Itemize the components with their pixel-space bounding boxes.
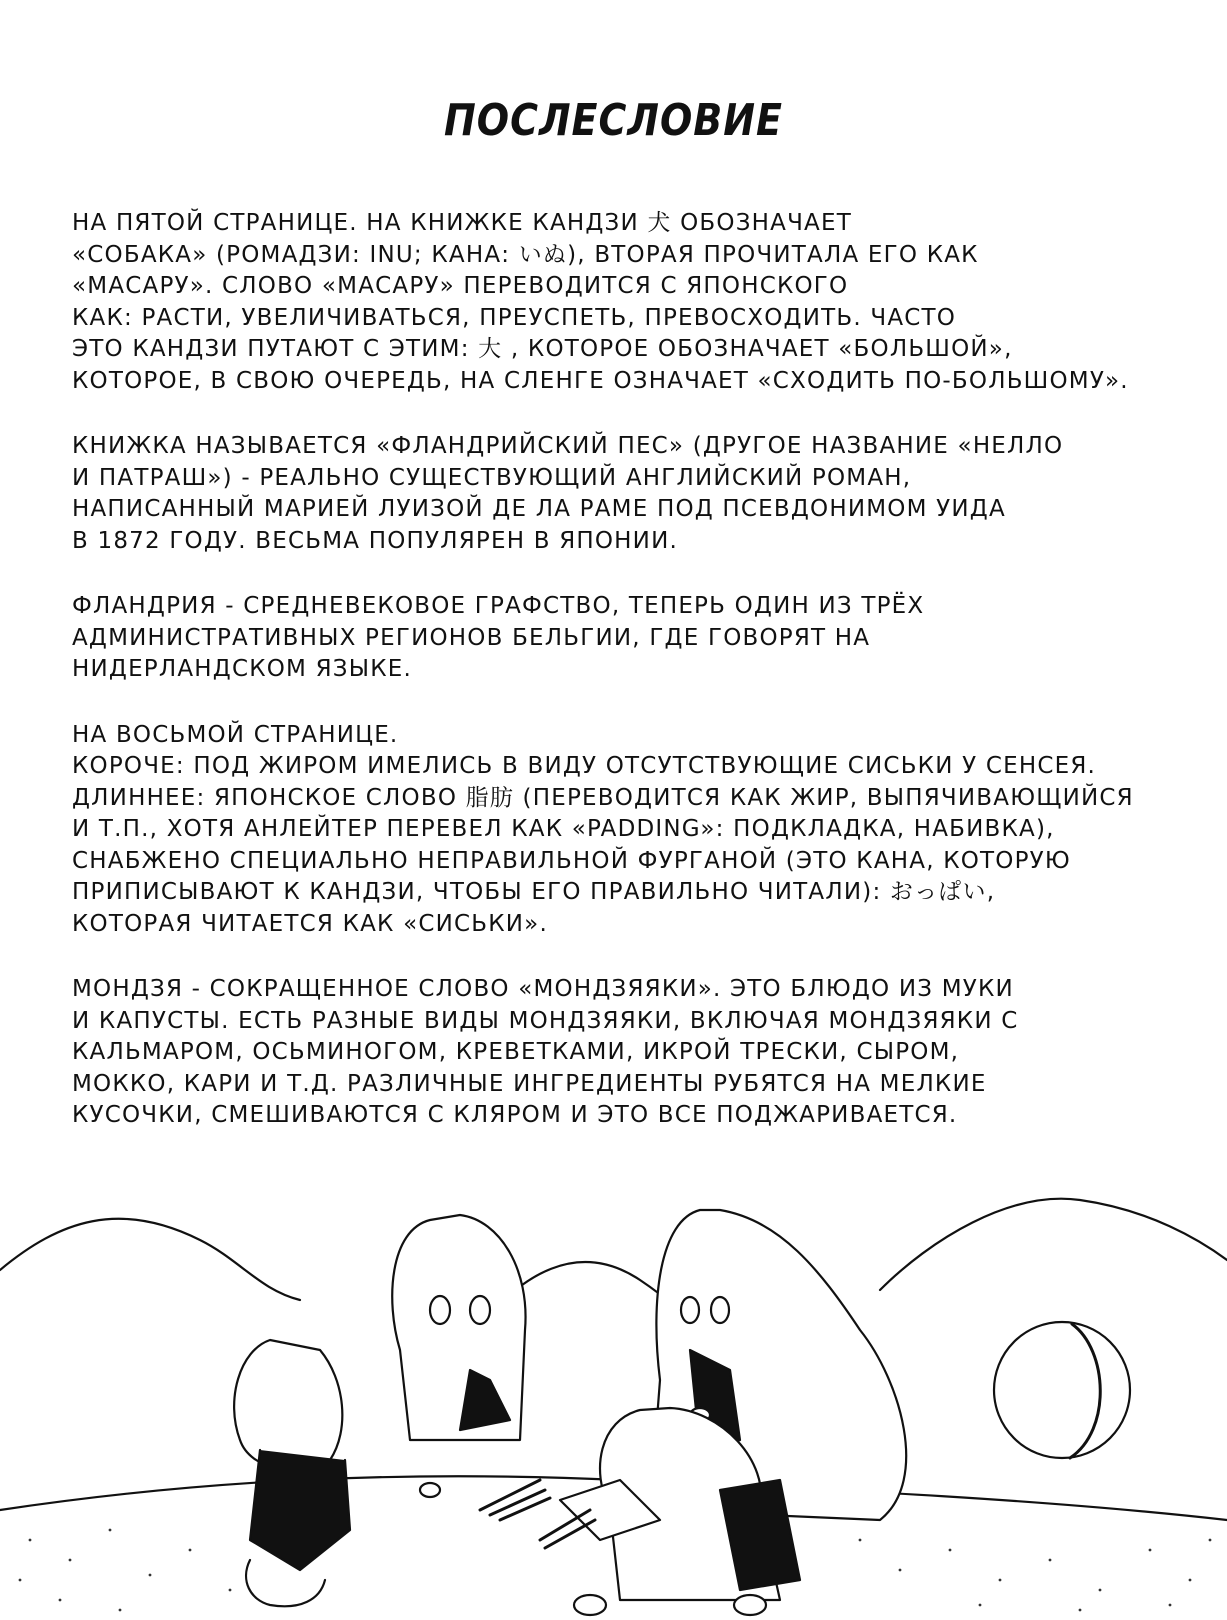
page-title: ПОСЛЕСЛОВИЕ xyxy=(444,94,783,146)
text-line: МОККО, КАРИ И Т.Д. РАЗЛИЧНЫЕ ИНГРЕДИЕНТЫ РУБЯТСЯ НА МЕЛКИЕ xyxy=(72,1070,987,1097)
text-line: АДМИНИСТРАТИВНЫХ РЕГИОНОВ БЕЛЬГИИ, ГДЕ ГОВОРЯТ НА xyxy=(72,624,871,651)
text-line: И ПАТРАШ») - РЕАЛЬНО СУЩЕСТВУЮЩИЙ АНГЛИЙСКИЙ РОМАН, xyxy=(72,464,912,491)
text-line: И КАПУСТЫ. ЕСТЬ РАЗНЫЕ ВИДЫ МОНДЗЯЯКИ, ВКЛЮЧАЯ МОНДЗЯЯКИ С xyxy=(72,1007,1019,1034)
text-line: КАК: РАСТИ, УВЕЛИЧИВАТЬСЯ, ПРЕУСПЕТЬ, ПРЕВОСХОДИТЬ. ЧАСТО xyxy=(72,304,957,331)
text-line: НИДЕРЛАНДСКОМ ЯЗЫКЕ. xyxy=(72,656,413,682)
character-middle xyxy=(392,1215,525,1440)
text-line: НА ПЯТОЙ СТРАНИЦЕ. НА КНИЖКЕ КАНДЗИ 犬 ОБОЗНАЧАЕТ xyxy=(72,210,852,236)
text-line: НА ВОСЬМОЙ СТРАНИЦЕ. xyxy=(72,721,399,748)
moon-icon xyxy=(994,1322,1130,1458)
text-line: И Т.П., ХОТЯ АНЛЕЙТЕР ПЕРЕВЕЛ КАК «PADDING»: ПОДКЛАДКА, НАБИВКА), xyxy=(72,816,1055,842)
dune-line xyxy=(0,1219,300,1300)
text-line: ПРИПИСЫВАЮТ К КАНДЗИ, ЧТОБЫ ЕГО ПРАВИЛЬНО ЧИТАЛИ): おっぱい, xyxy=(72,879,996,905)
afterword-body xyxy=(72,208,1202,1166)
paragraph-monja xyxy=(72,974,1202,1132)
text-line: КУСОЧКИ, СМЕШИВАЮТСЯ С КЛЯРОМ И ЭТО ВСЕ ПОДЖАРИВАЕТСЯ. xyxy=(72,1102,958,1128)
text-line: ФЛАНДРИЯ - СРЕДНЕВЕКОВОЕ ГРАФСТВО, ТЕПЕРЬ ОДИН ИЗ ТРЁХ xyxy=(72,593,925,619)
paragraph-page-eight xyxy=(72,720,1202,941)
text-line: КОТОРОЕ, В СВОЮ ОЧЕРЕДЬ, НА СЛЕНГЕ ОЗНАЧАЕТ «СХОДИТЬ ПО-БОЛЬШОМУ». xyxy=(72,367,1129,394)
text-line: КАЛЬМАРОМ, ОСЬМИНОГОМ, КРЕВЕТКАМИ, ИКРОЙ ТРЕСКИ, СЫРОМ, xyxy=(72,1039,960,1065)
text-line: НАПИСАННЫЙ МАРИЕЙ ЛУИЗОЙ ДЕ ЛА РАМЕ ПОД ПСЕВДОНИМОМ УИДА xyxy=(72,496,1006,522)
text-line: В 1872 ГОДУ. ВЕСЬМА ПОПУЛЯРЕН В ЯПОНИИ. xyxy=(72,527,678,554)
text-line: ЭТО КАНДЗИ ПУТАЮТ С ЭТИМ: 大 , КОТОРОЕ ОБОЗНАЧАЕТ «БОЛЬШОЙ», xyxy=(72,336,1013,362)
text-line: МОНДЗЯ - СОКРАЩЕННОЕ СЛОВО «МОНДЗЯЯКИ». ЭТО БЛЮДО ИЗ МУКИ xyxy=(72,976,1014,1002)
paragraph-flanders xyxy=(72,591,1202,686)
paragraph-page-five xyxy=(72,208,1202,397)
paragraph-book-title xyxy=(72,431,1202,557)
text-line: КОРОЧЕ: ПОД ЖИРОМ ИМЕЛИСЬ В ВИДУ ОТСУТСТВУЮЩИЕ СИСЬКИ У СЕНСЕЯ. xyxy=(72,753,1097,779)
text-line: «СОБАКА» (РОМАДЗИ: INU; КАНА: いぬ), ВТОРАЯ ПРОЧИТАЛА ЕГО КАК xyxy=(72,241,979,268)
text-line: «МАСАРУ». СЛОВО «МАСАРУ» ПЕРЕВОДИТСЯ С ЯПОНСКОГО xyxy=(72,273,849,299)
text-line: ДЛИННЕЕ: ЯПОНСКОЕ СЛОВО 脂肪 (ПЕРЕВОДИТСЯ КАК ЖИР, ВЫПЯЧИВАЮЩИЙСЯ xyxy=(72,784,1134,811)
dune-line xyxy=(880,1199,1227,1290)
manga-illustration-icon xyxy=(0,1180,1227,1620)
text-line: КОТОРАЯ ЧИТАЕТСЯ КАК «СИСЬКИ». xyxy=(72,910,548,937)
text-line: СНАБЖЕНО СПЕЦИАЛЬНО НЕПРАВИЛЬНОЙ ФУРГАНОЙ (ЭТО КАНА, КОТОРУЮ xyxy=(72,847,1071,874)
text-line: КНИЖКА НАЗЫВАЕТСЯ «ФЛАНДРИЙСКИЙ ПЕС» (ДРУГОЕ НАЗВАНИЕ «НЕЛЛО xyxy=(72,433,1064,459)
